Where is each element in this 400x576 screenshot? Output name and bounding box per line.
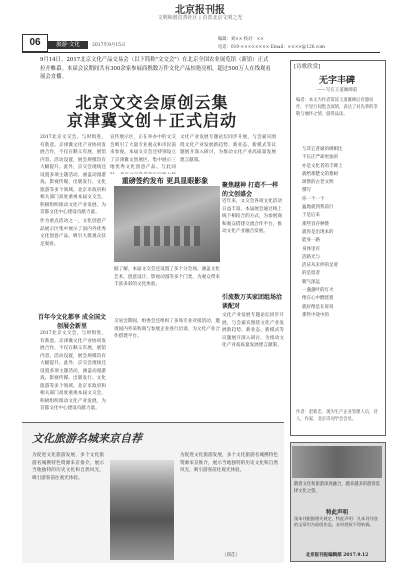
lead-paragraph: 9月14日，2017北京文化产品交易会（以下简称"文交会"）在北京全国农业展览馆（新馆）正式拉开帷幕。本届会议期间共有300余家参展商携数万件文化产品惊艳亮相，超过500万人在线观看展会直播。 [40,57,271,80]
poem-line: 亦是文化者的丰碑上 [302,163,343,169]
poem-line: 不长庄严却更加的 [302,155,338,161]
poem-line: 一盏盏叶的灯火 [302,288,334,294]
poem-line: 那些容存种赞 [302,221,329,227]
poem-line: 撰写 [302,188,311,194]
notice-organization: 北京报刊报编辑部 2017.9.12 [305,553,369,558]
notice-photo [292,446,382,478]
poem-line: 颂赞的古老文明 [302,180,334,186]
header-editors: 编辑：刘×× 校对：×× [218,37,264,42]
feature-photo [110,460,174,560]
article-column-1: 2017北京文交会，与时俱进，有新意。京津冀文化产业协同发展合作，不仅在顺义有展，展馆内容，活动设置，展会规模均有大幅提升。此外，京交会现场还设置多项主题活动，涵盖动漫游戏、影视传媒、出版发行、文化旅游等多个领域。北京市政府和相关部门高度重视本届文交会，积极组织推动文化产业发展，为首都文化中心建设贡献力量。 [40,135,106,214]
page-number: 06 [22,34,48,52]
poem-lines [302,146,380,320]
article-column-1b: 作为重点活动之一，文化创意产品展示区集中展示了国内外优秀文化创意产品，吸引大批观众驻足观看。 [40,219,106,247]
poem-line: 就好像是在诉说 [302,304,334,310]
article-column-2: 宣传展示区，正在举办中的文交会吸引了大量专业观众和市民前来参观。本届文交会还特别设立了京津冀文创展区，集中展示三地优秀文化创意产品。与此同 [110,135,176,170]
poem-line: 与其它普通的碑相比 [302,147,343,152]
issue-date: 2017年9月15日 [92,43,126,48]
feature-body-left: 为促进文化旅游发展，多个文化旅游名城携特色资源来京推介，展示当地独特的历史文化和自然风光，吸引游客前往观光体验。 [32,453,104,481]
subhead-bottom-left: 百年今文化都享 成全国文创展会新里 [37,314,107,330]
poem-editor-note: 编者：本文为作者赏读王道翼碑后有感而作，字里行间饱含深情，表达了对先辈的崇敬与缅怀之情，值得品读。 [296,98,378,117]
subhead-middle: 聚焦越神 打造不一样的文创盛会 [222,182,279,198]
subhead-bottom-mid: 引流数万买家团组场洽谈配对 [222,294,283,310]
poem-line: 的是留者 [302,271,320,277]
notice-body: 现本刊根据相关规定，特此声明：凡本刊刊登的文章均为原创作品，未经授权不得转载。 [294,516,378,528]
poem-line: 就你是出现本的 [302,229,334,235]
feature-signature: （郑佳） [222,553,240,558]
poem-line: 像在心中燃烧着 [302,296,334,302]
poem-title: 无字丰碑 [318,76,355,86]
poem-line: 能身一路 [302,238,320,244]
article-column-bottom-left: 2017北京文交会，与时俱进，有新意。京津冀文化产业协同发展合作，不仅在顺义有展，展馆内容，活动设置，展会规模均有大幅提升。此外，京交会现场还设置多项主题活动，涵盖动漫游戏、影视传媒、出版发行、文化旅游等多个领域。北京市政府和相关部门高度重视本届文交会，积极组织推动文化产业发展，为首都文化中心建设贡献力量。 [40,331,106,411]
poem-line: 活路光与 [302,254,320,260]
poem-line: 于是后来 [302,213,320,219]
feature-title: 文化旅游名城来京自荐 [32,432,142,445]
photo-caption: 重磅签约发布 更具显眼影象 [121,176,209,185]
header-contacts: 电话：010-×××××××× Email：××××@126.com [218,45,325,50]
notice-top-text: 随着文化和旅游深度融合，越来越多的游客选择文化之旅。 [294,482,380,494]
event-photo [114,186,220,262]
article-column-bottom-right: 文化产业发展专题论坛同步开展，与会嘉宾围绕文化产业发展新趋势、新业态、新模式等议题展开深入研讨，为推动文化产业高质量发展建言献策。 [222,313,284,348]
poem-line: 你一个一个 [302,196,325,202]
poem-author-note: 作者：赵新忠，现为生产企业管理人员，诗人，作家，北京诗词学会会员。 [296,410,378,422]
poem-line: 猛地就到我前行 [302,205,334,211]
article-column-under-photo: 据了解，本届文交会还设置了多个分会场，涵盖文化艺术、创意设计、影视动漫等多个门类，为观众带来丰富多彩的文化体验。 [114,267,220,287]
feature-body-right: 为促进文化旅游发展，多个文化旅游名城携特色资源来京推介，展示当地独特的历史文化和自然风光，吸引游客前往观光体验。 [180,453,278,473]
notice-title: 特此声明 [325,510,348,516]
masthead-subtitle: 文明和谐首善社区 | 首善北京文明之光 [157,15,243,21]
poem-subtitle: ——写在王道翼碑前 [316,88,358,93]
article-column-mid-a: 近年来，文交会各项文化活动日益丰富。本届展会通过线上线下相结合的方式，为参展商和观众搭建交流合作平台，推动文化产业融合发展。 [222,199,282,234]
article-column-3: 文化产业发展专题论坛同步开展，与会嘉宾围绕文化产业发展新趋势、新业态、新模式等议题展开深入研讨，为推动文化产业高质量发展建言献策。 [180,135,276,163]
top-rule [22,52,380,53]
poem-line: 活证从未停的足迹 [302,263,338,269]
poem-line: 朝气深远 [302,279,320,285]
poem-line: 那些中途中的 [302,312,329,318]
poem-line: 就给那楚文的想树 [302,171,338,177]
main-headline-line1: 北京文交会原创云集 [75,93,229,112]
section-tag: 旅游·文化 [48,41,88,49]
main-headline-line2: 京津冀文创＋正式启动 [66,111,237,130]
masthead-title: 北京报刊报 [175,5,225,16]
article-column-bottom-mid: 交易会期间，组委会还组织了多场专业对接活动，邀请国内外采购商与参展企业进行洽谈，为文化产业合作搭建平台。 [114,319,220,339]
poem-line: 身体里有 [302,246,320,252]
poem-box-header: [诗歌欣赏] [294,64,321,70]
